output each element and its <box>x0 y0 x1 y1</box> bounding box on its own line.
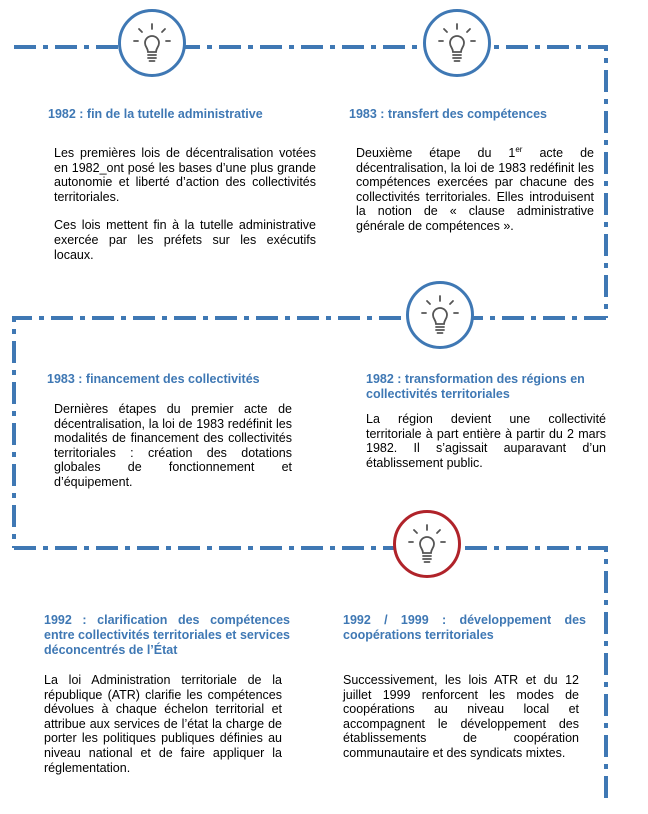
milestone-circle-2 <box>423 9 491 77</box>
step-paragraph: Les premières lois de décentralisation votées en 1982_ont posé les bases d’une plus grande autonomie et liberté d’action des collectivités territoriales. <box>54 146 316 204</box>
step-title: 1992 : clarification des compétences entre collectivités territoriales et services déconcentrés de l’État <box>44 613 290 657</box>
step-text: acte de décentralisation, la loi de 1983 redéfinit les compétences exercées par chacune des collectivités territoriales. Elles introduisent la notion de « clause administrative générale de compétences ». <box>356 146 594 233</box>
step-paragraph: Dernières étapes du premier acte de décentralisation, la loi de 1983 redéfinit les modalités de financement des collectivités territoriales : création des dotations globales de fonctionnement et d’équipement. <box>54 402 292 489</box>
step-title: 1982 : transformation des régions en collectivités territoriales <box>366 372 585 401</box>
milestone-circle-4 <box>393 510 461 578</box>
step-body <box>343 673 579 775</box>
lightbulb-icon <box>418 293 462 337</box>
step-paragraph: La région devient une collectivité territoriale à part entière à partir du 2 mars 1982. Il s’agissait auparavant d’un établissement public. <box>366 412 606 470</box>
milestone-circle-1 <box>118 9 186 77</box>
step-title: 1983 : financement des collectivités <box>47 372 260 386</box>
step-text: Deuxième étape du 1 <box>356 146 516 160</box>
ordinal-superscript: er <box>515 144 523 154</box>
milestone-circle-3 <box>406 281 474 349</box>
step-title: 1982 : fin de la tutelle administrative <box>48 107 263 121</box>
step-title: 1992 / 1999 : développement des coopérations territoriales <box>343 613 586 642</box>
step-body <box>54 402 292 504</box>
step-body <box>44 673 282 789</box>
lightbulb-icon <box>435 21 479 65</box>
step-paragraph: Successivement, les lois ATR et du 12 juillet 1999 renforcent les modes de coopérations au niveau local et accompagnent le développement des établissements de coopération communautaire et des syndicats mixtes. <box>343 673 579 760</box>
step-paragraph: La loi Administration territoriale de la république (ATR) clarifie les compétences dévolues à chaque échelon territorial et attribue aux services de l’état la charge de porter les politiques publiques définies au niveau national et de faire appliquer la réglementation. <box>44 673 282 775</box>
lightbulb-icon <box>405 522 449 566</box>
step-body <box>366 412 606 484</box>
step-body <box>356 146 594 248</box>
step-body <box>54 146 316 276</box>
step-title: 1983 : transfert des compétences <box>349 107 548 121</box>
lightbulb-icon <box>130 21 174 65</box>
step-paragraph: Ces lois mettent fin à la tutelle administrative exercée par les préfets sur les exécutifs locaux. <box>54 218 316 262</box>
